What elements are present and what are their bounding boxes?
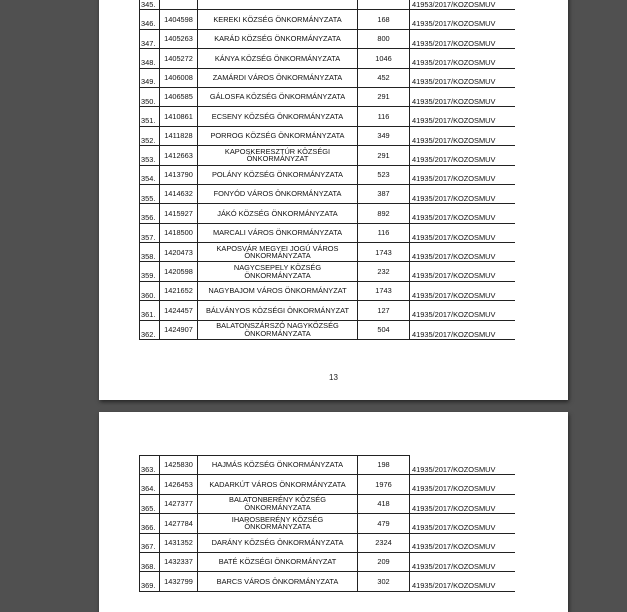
quantity-cell: 291 xyxy=(358,87,410,106)
registry-id-cell: 1411828 xyxy=(160,126,198,145)
row-number-cell: 361. xyxy=(140,301,160,320)
organization-name-cell: POLÁNY KÖZSÉG ÖNKORMÁNYZATA xyxy=(198,165,358,184)
reference-number-cell: 41935/2017/KOZOSMUV xyxy=(410,49,515,68)
table-row xyxy=(140,29,515,48)
recipients-table-body xyxy=(140,0,515,340)
quantity-cell: 168 xyxy=(358,10,410,29)
table-row xyxy=(140,0,515,10)
row-number-cell: 358. xyxy=(140,243,160,262)
row-number-cell: 356. xyxy=(140,204,160,223)
reference-number-cell: 41935/2017/KOZOSMUV xyxy=(410,126,515,145)
reference-number-cell: 41935/2017/KOZOSMUV xyxy=(410,204,515,223)
quantity-cell: 418 xyxy=(358,494,410,513)
reference-number-cell: 41935/2017/KOZOSMUV xyxy=(410,475,515,494)
reference-number-cell: 41935/2017/KOZOSMUV xyxy=(410,223,515,242)
quantity-cell: 1976 xyxy=(358,475,410,494)
row-number-cell: 353. xyxy=(140,146,160,165)
table-row xyxy=(140,146,515,165)
organization-name-cell: HAJMÁS KÖZSÉG ÖNKORMÁNYZATA xyxy=(198,456,358,475)
quantity-cell: 1046 xyxy=(358,49,410,68)
row-number-cell: 354. xyxy=(140,165,160,184)
row-number-cell: 350. xyxy=(140,87,160,106)
reference-number-cell: 41935/2017/KOZOSMUV xyxy=(410,165,515,184)
table-row xyxy=(140,475,515,494)
organization-name-cell: FONYÓD VÁROS ÖNKORMÁNYZATA xyxy=(198,184,358,203)
table-row xyxy=(140,223,515,242)
row-number-cell: 365. xyxy=(140,494,160,513)
table-row xyxy=(140,243,515,262)
row-number-cell: 347. xyxy=(140,29,160,48)
registry-id-cell: 1421652 xyxy=(160,281,198,300)
reference-number-cell: 41935/2017/KOZOSMUV xyxy=(410,68,515,87)
organization-name-cell: KADARKÚT VÁROS ÖNKORMÁNYZATA xyxy=(198,475,358,494)
organization-name-cell: KARÁD KÖZSÉG ÖNKORMÁNYZATA xyxy=(198,29,358,48)
registry-id-cell: 1420598 xyxy=(160,262,198,281)
row-number-cell: 360. xyxy=(140,281,160,300)
row-number-cell: 364. xyxy=(140,475,160,494)
quantity-cell: 452 xyxy=(358,68,410,87)
reference-number-cell: 41935/2017/KOZOSMUV xyxy=(410,552,515,571)
registry-id-cell: 1415927 xyxy=(160,204,198,223)
registry-id-cell: 1420473 xyxy=(160,243,198,262)
organization-name-cell: ECSENY KÖZSÉG ÖNKORMÁNYZATA xyxy=(198,107,358,126)
row-number-cell: 362. xyxy=(140,320,160,339)
table-row xyxy=(140,533,515,552)
reference-number-cell: 41935/2017/KOZOSMUV xyxy=(410,301,515,320)
row-number-cell: 369. xyxy=(140,572,160,591)
organization-name-cell: KAPOSVÁR MEGYEI JOGÚ VÁROS ÖNKORMÁNYZATA xyxy=(198,243,358,262)
quantity-cell: 800 xyxy=(358,29,410,48)
reference-number-cell: 41935/2017/KOZOSMUV xyxy=(410,146,515,165)
table-row xyxy=(140,514,515,533)
quantity-cell: 232 xyxy=(358,262,410,281)
quantity-cell: 2324 xyxy=(358,533,410,552)
recipients-table xyxy=(139,0,515,340)
registry-id-cell: 1431352 xyxy=(160,533,198,552)
registry-id-cell: 1432799 xyxy=(160,572,198,591)
table-row xyxy=(140,126,515,145)
quantity-cell: 349 xyxy=(358,126,410,145)
organization-name-cell: GÁLOSFA KÖZSÉG ÖNKORMÁNYZATA xyxy=(198,87,358,106)
recipients-table xyxy=(139,455,515,592)
registry-id-cell: 1405263 xyxy=(160,29,198,48)
reference-number-cell: 41935/2017/KOZOSMUV xyxy=(410,107,515,126)
row-number-cell: 346. xyxy=(140,10,160,29)
registry-id-cell: 1413790 xyxy=(160,165,198,184)
row-number-cell: 355. xyxy=(140,184,160,203)
registry-id-cell: 1404598 xyxy=(160,10,198,29)
quantity-cell: 291 xyxy=(358,146,410,165)
registry-id-cell: 1425830 xyxy=(160,456,198,475)
row-number-cell: 366. xyxy=(140,514,160,533)
table-row xyxy=(140,87,515,106)
organization-name-cell xyxy=(198,0,358,10)
row-number-cell: 348. xyxy=(140,49,160,68)
organization-name-cell: NAGYBAJOM VÁROS ÖNKORMÁNYZAT xyxy=(198,281,358,300)
organization-name-cell: PORROG KÖZSÉG ÖNKORMÁNYZATA xyxy=(198,126,358,145)
reference-number-cell: 41935/2017/KOZOSMUV xyxy=(410,10,515,29)
organization-name-cell: BALATONSZÁRSZÓ NAGYKÖZSÉG ÖNKORMÁNYZATA xyxy=(198,320,358,339)
table-row xyxy=(140,10,515,29)
table-row xyxy=(140,494,515,513)
reference-number-cell: 41935/2017/KOZOSMUV xyxy=(410,243,515,262)
quantity-cell: 302 xyxy=(358,572,410,591)
reference-number-cell: 41935/2017/KOZOSMUV xyxy=(410,281,515,300)
registry-id-cell xyxy=(160,0,198,10)
organization-name-cell: MARCALI VÁROS ÖNKORMÁNYZATA xyxy=(198,223,358,242)
quantity-cell: 1743 xyxy=(358,281,410,300)
organization-name-cell: KEREKI KÖZSÉG ÖNKORMÁNYZATA xyxy=(198,10,358,29)
quantity-cell xyxy=(358,0,410,10)
organization-name-cell: IHAROSBERÉNY KÖZSÉG ÖNKORMÁNYZATA xyxy=(198,514,358,533)
registry-id-cell: 1406008 xyxy=(160,68,198,87)
quantity-cell: 1743 xyxy=(358,243,410,262)
row-number-cell: 367. xyxy=(140,533,160,552)
quantity-cell: 127 xyxy=(358,301,410,320)
row-number-cell: 345. xyxy=(140,0,160,10)
reference-number-cell: 41935/2017/KOZOSMUV xyxy=(410,494,515,513)
table-row xyxy=(140,184,515,203)
organization-name-cell: ZAMÁRDI VÁROS ÖNKORMÁNYZATA xyxy=(198,68,358,87)
organization-name-cell: BALATONBERÉNY KÖZSÉG ÖNKORMÁNYZATA xyxy=(198,494,358,513)
reference-number-cell: 41953/2017/KOZOSMUV xyxy=(410,0,515,10)
reference-number-cell: 41935/2017/KOZOSMUV xyxy=(410,184,515,203)
table-row xyxy=(140,552,515,571)
table-row xyxy=(140,165,515,184)
organization-name-cell: BATÉ KÖZSÉGI ÖNKORMÁNYZAT xyxy=(198,552,358,571)
quantity-cell: 892 xyxy=(358,204,410,223)
page-number: 13 xyxy=(329,373,338,382)
organization-name-cell: KAPOSKERESZTÚR KÖZSÉGI ÖNKORMÁNYZAT xyxy=(198,146,358,165)
registry-id-cell: 1426453 xyxy=(160,475,198,494)
table-row xyxy=(140,49,515,68)
table-row xyxy=(140,281,515,300)
row-number-cell: 349. xyxy=(140,68,160,87)
document-page-14 xyxy=(99,412,568,612)
registry-id-cell: 1418500 xyxy=(160,223,198,242)
row-number-cell: 359. xyxy=(140,262,160,281)
row-number-cell: 357. xyxy=(140,223,160,242)
organization-name-cell: DARÁNY KÖZSÉG ÖNKORMÁNYZATA xyxy=(198,533,358,552)
registry-id-cell: 1410861 xyxy=(160,107,198,126)
table-row xyxy=(140,107,515,126)
quantity-cell: 198 xyxy=(358,456,410,475)
quantity-cell: 209 xyxy=(358,552,410,571)
quantity-cell: 504 xyxy=(358,320,410,339)
registry-id-cell: 1424457 xyxy=(160,301,198,320)
registry-id-cell: 1405272 xyxy=(160,49,198,68)
reference-number-cell: 41935/2017/KOZOSMUV xyxy=(410,320,515,339)
quantity-cell: 523 xyxy=(358,165,410,184)
document-page-13 xyxy=(99,0,568,400)
reference-number-cell: 41935/2017/KOZOSMUV xyxy=(410,87,515,106)
reference-number-cell: 41935/2017/KOZOSMUV xyxy=(410,533,515,552)
row-number-cell: 363. xyxy=(140,456,160,475)
row-number-cell: 351. xyxy=(140,107,160,126)
quantity-cell: 116 xyxy=(358,107,410,126)
quantity-cell: 387 xyxy=(358,184,410,203)
registry-id-cell: 1412663 xyxy=(160,146,198,165)
table-row xyxy=(140,204,515,223)
registry-id-cell: 1406585 xyxy=(160,87,198,106)
organization-name-cell: NAGYCSEPELY KÖZSÉG ÖNKORMÁNYZATA xyxy=(198,262,358,281)
table-row xyxy=(140,320,515,339)
organization-name-cell: BARCS VÁROS ÖNKORMÁNYZATA xyxy=(198,572,358,591)
organization-name-cell: KÁNYA KÖZSÉG ÖNKORMÁNYZATA xyxy=(198,49,358,68)
registry-id-cell: 1427784 xyxy=(160,514,198,533)
row-number-cell: 352. xyxy=(140,126,160,145)
table-row xyxy=(140,68,515,87)
table-row xyxy=(140,456,515,475)
table-row xyxy=(140,301,515,320)
registry-id-cell: 1414632 xyxy=(160,184,198,203)
table-row xyxy=(140,572,515,591)
registry-id-cell: 1432337 xyxy=(160,552,198,571)
organization-name-cell: BÁLVÁNYOS KÖZSÉGI ÖNKORMÁNYZAT xyxy=(198,301,358,320)
reference-number-cell: 41935/2017/KOZOSMUV xyxy=(410,262,515,281)
recipients-table-body xyxy=(140,456,515,592)
quantity-cell: 479 xyxy=(358,514,410,533)
table-row xyxy=(140,262,515,281)
registry-id-cell: 1427377 xyxy=(160,494,198,513)
quantity-cell: 116 xyxy=(358,223,410,242)
reference-number-cell: 41935/2017/KOZOSMUV xyxy=(410,572,515,591)
reference-number-cell: 41935/2017/KOZOSMUV xyxy=(410,29,515,48)
row-number-cell: 368. xyxy=(140,552,160,571)
reference-number-cell: 41935/2017/KOZOSMUV xyxy=(410,456,515,475)
registry-id-cell: 1424907 xyxy=(160,320,198,339)
reference-number-cell: 41935/2017/KOZOSMUV xyxy=(410,514,515,533)
organization-name-cell: JÁKÓ KÖZSÉG ÖNKORMÁNYZATA xyxy=(198,204,358,223)
